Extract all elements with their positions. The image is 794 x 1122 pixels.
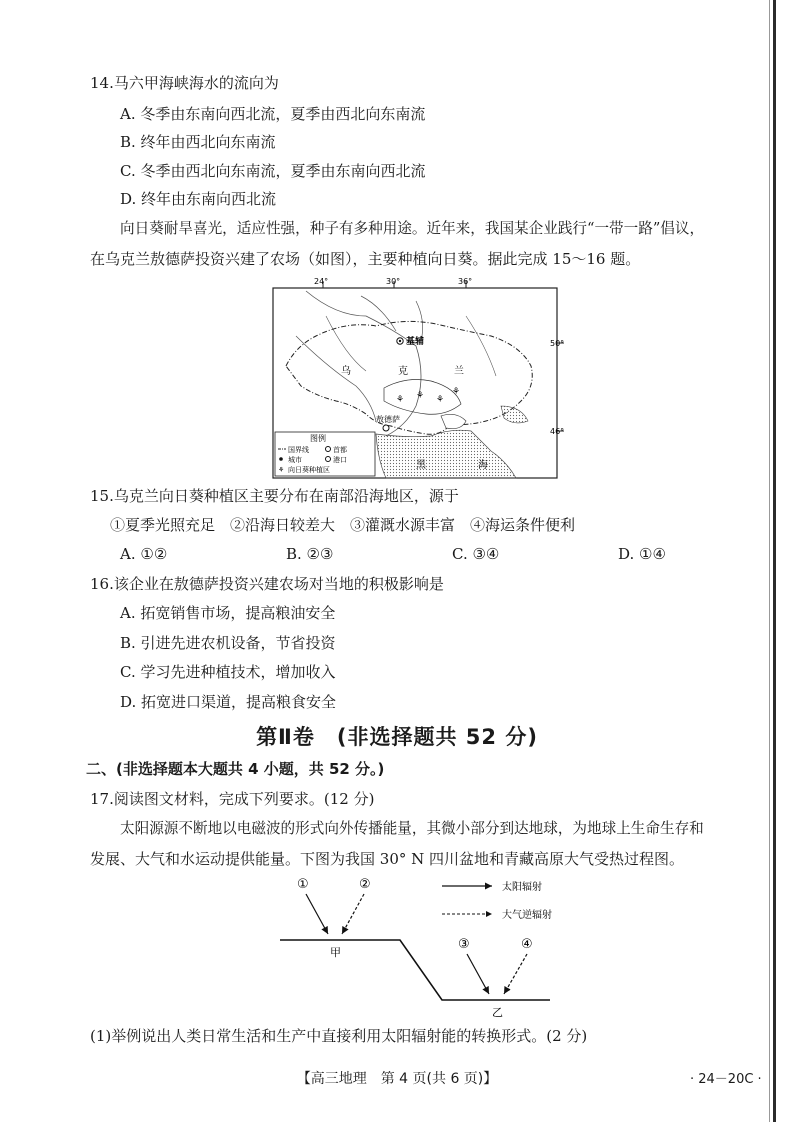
arrow-counter-2 (342, 894, 364, 934)
q16-option-a: A. 拓宽销售市场，提高粮油安全 (120, 604, 336, 622)
page-edge (773, 0, 776, 1122)
sunflower-mark-2: ⚘ (416, 391, 425, 401)
legend-border: 国界线 (288, 446, 309, 454)
country-char-2: 克 (398, 366, 408, 377)
marker-4: ④ (521, 937, 533, 952)
legend-title: 图例 (310, 434, 326, 443)
q15-items: ①夏季光照充足 ②沿海日较差大 ③灌溉水源丰富 ④海运条件便利 (110, 516, 576, 534)
sea-char-1: 黑 (416, 460, 426, 471)
q15-stem: 15.乌克兰向日葵种植区主要分布在南部沿海地区，源于 (90, 487, 459, 505)
page-edge-inner (769, 0, 770, 1122)
label-jia: 甲 (330, 946, 341, 959)
q17-stem: 17.阅读图文材料，完成下列要求。(12 分) (90, 790, 375, 808)
country-char-3: 兰 (454, 366, 464, 377)
legend-city: 城市 (288, 456, 302, 464)
q17-para-2: 发展、大气和水运动提供能量。下图为我国 30° N 四川盆地和青藏高原大气受热过程图。 (90, 850, 685, 868)
q16-option-d: D. 拓宽进口渠道，提高粮食安全 (120, 693, 337, 711)
page-footer: 【高三地理 第 4 页(共 6 页)】 (296, 1071, 498, 1087)
legend-counter-label: 大气逆辐射 (502, 910, 552, 921)
sunflower-mark-1: ⚘ (396, 395, 405, 405)
lon-label-30: 30° (386, 277, 401, 286)
odesa-port-icon (383, 425, 389, 431)
legend-sunflower: 向日葵种植区 (288, 466, 330, 474)
q15-choice-a: A. ①② (120, 545, 168, 563)
q14-option-b: B. 终年由西北向东南流 (120, 133, 276, 151)
q14-stem: 14.马六甲海峡海水的流向为 (90, 74, 279, 92)
q15-choice-c: C. ③④ (452, 545, 500, 563)
sea-char-2: 海 (478, 460, 488, 471)
odesa-label: 敖德萨 (376, 415, 400, 424)
q14-option-c: C. 冬季由西北向东南流，夏季由东南向西北流 (120, 162, 426, 180)
intro-line-1: 向日葵耐旱喜光，适应性强，种子有多种用途。近年来，我国某企业践行“一带一路”倡议， (120, 220, 705, 237)
country-char-1: 乌 (341, 366, 351, 377)
kyiv-capital-dot (399, 340, 401, 342)
section-2-title: 第Ⅱ卷 (非选择题共 52 分) (256, 725, 538, 749)
q14-option-d: D. 终年由东南向西北流 (120, 190, 277, 208)
exam-code: · 24－20C · (690, 1072, 762, 1087)
legend-capital: 首都 (333, 446, 347, 454)
lat-label-46: 46° (550, 427, 565, 436)
arrow-solar-3 (467, 954, 489, 994)
q16-option-c: C. 学习先进种植技术，增加收入 (120, 663, 336, 681)
q14-option-a: A. 冬季由东南向西北流，夏季由西北向东南流 (120, 105, 426, 123)
sunflower-mark-4: ⚘ (452, 387, 461, 397)
atmosphere-heating-diagram (270, 872, 570, 1020)
lon-label-36: 36° (458, 277, 473, 286)
legend-capital-icon (326, 447, 331, 452)
arrow-counter-4 (504, 954, 527, 994)
marker-1: ① (297, 877, 309, 892)
lon-label-24: 24° (314, 277, 329, 286)
q16-option-b: B. 引进先进农机设备，节省投资 (120, 634, 336, 652)
legend-solar-label: 太阳辐射 (502, 882, 542, 893)
q17-para-1: 太阳源源不断地以电磁波的形式向外传播能量，其微小部分到达地球，为地球上生命生存和 (120, 820, 704, 837)
sunflower-mark-3: ⚘ (436, 395, 445, 405)
legend-port-icon (326, 457, 331, 462)
legend-sunflower-icon: ⚘ (278, 466, 285, 474)
terrain-profile (280, 940, 550, 1000)
intro-line-2: 在乌克兰敖德萨投资兴建了农场（如图），主要种植向日葵。据此完成 15～16 题。 (90, 250, 641, 268)
marker-3: ③ (458, 937, 470, 952)
ukraine-map (266, 276, 572, 484)
q17-sub-1: (1)举例说出人类日常生活和生产中直接利用太阳辐射能的转换形式。(2 分) (90, 1027, 588, 1045)
kyiv-label: 基辅 (406, 337, 425, 347)
label-yi: 乙 (492, 1006, 503, 1019)
arrow-solar-1 (306, 894, 328, 934)
legend-city-icon (279, 457, 283, 461)
lat-label-50: 50° (550, 339, 565, 348)
marker-2: ② (359, 877, 371, 892)
section-2-subtitle: 二、(非选择题本大题共 4 小题，共 52 分。) (86, 760, 385, 778)
q15-choice-d: D. ①④ (618, 545, 666, 563)
q16-stem: 16.该企业在敖德萨投资兴建农场对当地的积极影响是 (90, 575, 444, 593)
q15-choice-b: B. ②③ (286, 545, 334, 563)
legend-port: 港口 (333, 456, 347, 464)
